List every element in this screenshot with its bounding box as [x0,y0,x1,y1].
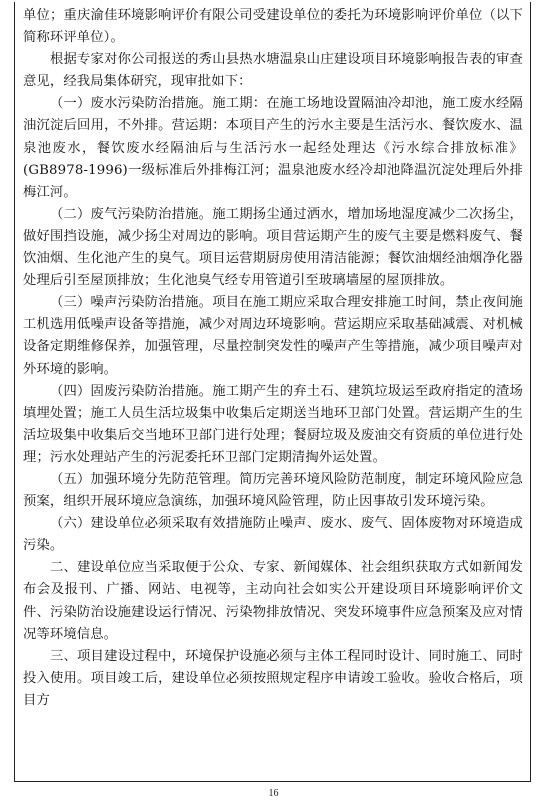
paragraph-4: （二）废气污染防治措施。施工期扬尘通过洒水，增加场地湿度减少二次扬尘，做好围挡设施，减少扬尘对周边的影响。项目营运期产生的废气主要是燃料废气、餐饮油烟、生化池产生的臭气。项目运营期厨房使用清洁能源；餐饮油烟经油烟净化器处理后引至屋顶排放；生化池臭气经专用管道引至玻璃墙屋的屋顶排放。 [23,206,523,289]
paragraph-7: （五）加强环境分先防范管理。简历完善环境风险防范制度，制定环境风险应急预案，组织开展环境应急演练，加强环境风险管理，防止因事故引发环境污染。 [23,471,523,510]
paragraph-1: 单位；重庆渝佳环境影响评价有限公司受建设单位的委托为环境影响评价单位（以下简称环评单位）。 [23,8,523,46]
page-number: 16 [268,788,279,799]
paragraph-6: （四）固废污染防治措施。施工期产生的弃土石、建筑垃圾运至政府指定的渣场填埋处置；施工人员生活垃圾集中收集后定期送当地环卫部门处置。营运期产生的生活垃圾集中收集后交当地环卫部门进行处理；餐厨垃圾及废油交有资质的单位进行处理；污水处理站产生的污泥委托环卫部门定期清掏外运处置。 [23,383,523,465]
paragraph-2: 根据专家对你公司报送的秀山县热水塘温泉山庄建设项目环境影响报告表的审查意见，经我局集体研究，现审批如下： [23,52,523,90]
document-body [15,2,530,712]
paragraph-3: （一）废水污染防治措施。施工期：在施工场地设置隔油冷却池，施工废水经隔油沉淀后回用，不外排。营运期：本项目产生的污水主要是生活污水、餐饮废水、温泉池废水，餐饮废水经隔油后与生活污水一起经处理达《污水综合排放标准》(GB8978-1996)一级标准后外排梅江河；温泉池废水经冷却池降温沉淀处理后外排梅江河。 [23,96,523,200]
paragraph-5: （三）噪声污染防治措施。项目在施工期应采取合理安排施工时间，禁止夜间施工机选用低噪声设备等措施，减少对周边环境影响。营运期应采取基础减震、对机械设备定期维修保养，加强管理，尽量控制突发性的噪声产生等措施，减少项目噪声对外环境的影响。 [23,295,523,377]
document-frame [14,2,531,782]
paragraph-8: （六）建设单位必须采取有效措施防止噪声、废水、废气、固体废物对环境造成污染。 [23,516,523,554]
paragraph-9: 二、建设单位应当采取便于公众、专家、新闻媒体、社会组织获取方式如新闻发布会及报刊、广播、网站、电视等，主动向社会如实公开建设项目环境影响评价文件、污染防治设施建设运行情况、污染物排放情况、突发环境事件应急预案及应对情况等环境信息。 [23,560,523,642]
paragraph-10: 三、项目建设过程中，环境保护设施必须与主体工程同时设计、同时施工、同时投入使用。项目竣工后，建设单位必须按照规定程序申请竣工验收。验收合格后，项目方 [23,648,523,708]
